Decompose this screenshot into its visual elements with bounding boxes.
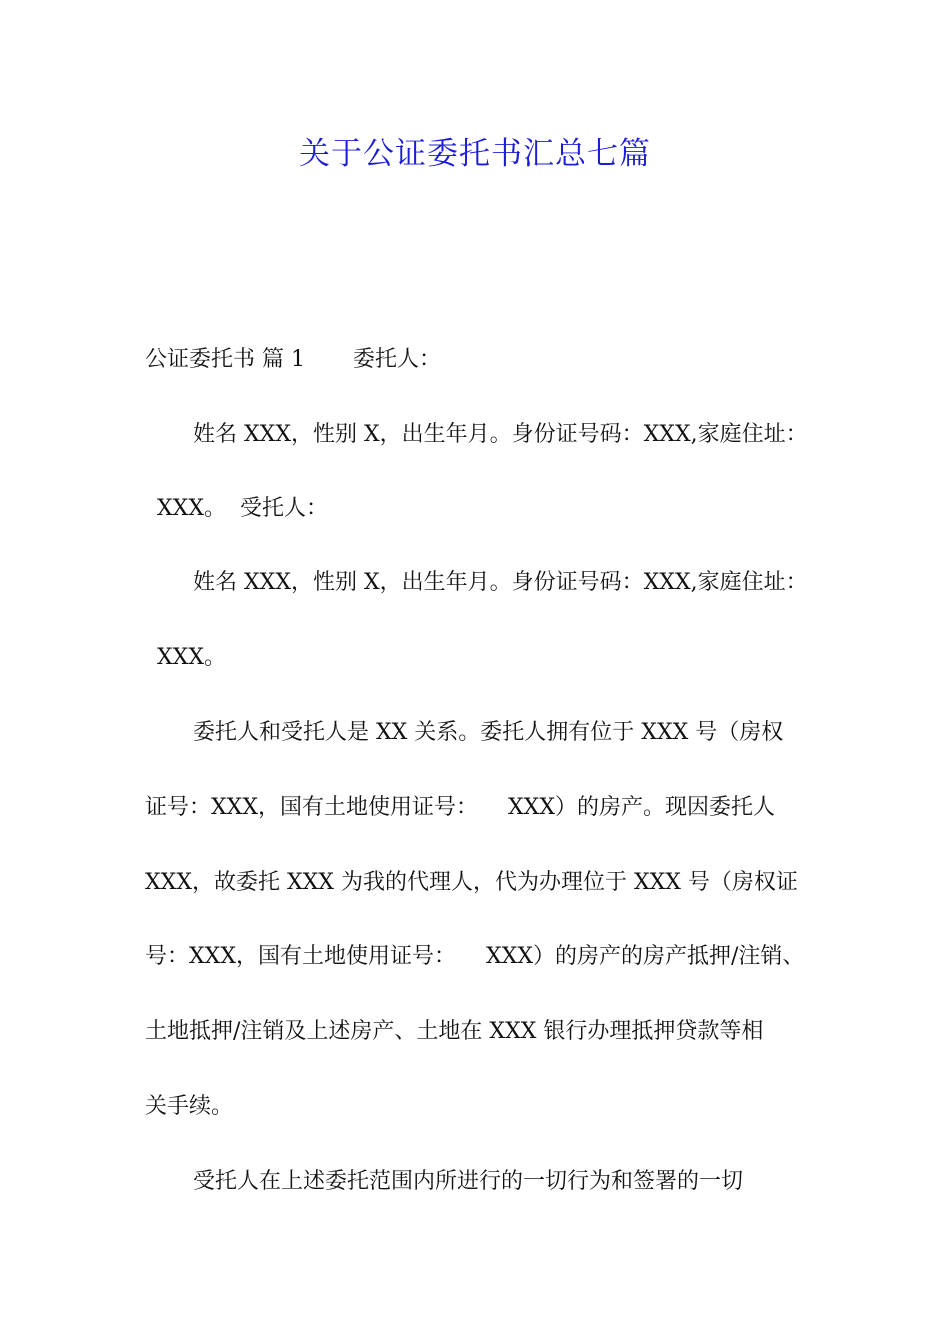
paragraph-line bbox=[157, 643, 226, 673]
body-text: XXX）的房产的房产抵押/注销、 bbox=[486, 944, 805, 969]
agent-label: 受托人： bbox=[240, 496, 329, 521]
paragraph-line bbox=[193, 568, 808, 598]
paragraph-line bbox=[193, 1167, 743, 1197]
paragraph-line bbox=[145, 868, 798, 898]
paragraph-line bbox=[157, 494, 328, 524]
body-text: 关手续。 bbox=[145, 1094, 234, 1119]
section-heading-line bbox=[145, 345, 441, 375]
paragraph-line bbox=[145, 1017, 763, 1047]
body-text: 委托人和受托人是 XX 关系。委托人拥有位于 XXX 号（房权 bbox=[193, 720, 784, 745]
paragraph-line bbox=[193, 420, 808, 450]
body-text: 号：XXX，国有土地使用证号： bbox=[145, 944, 456, 969]
principal-label: 委托人： bbox=[352, 347, 441, 372]
paragraph-line bbox=[145, 942, 804, 972]
body-text: 证号：XXX，国有土地使用证号： bbox=[145, 795, 478, 820]
paragraph-line bbox=[145, 793, 775, 823]
agent-address: XXX。 bbox=[157, 645, 226, 670]
body-text: XXX，故委托 XXX 为我的代理人，代为办理位于 XXX 号（房权证 bbox=[145, 870, 798, 895]
principal-address: XXX。 bbox=[157, 496, 226, 521]
principal-info: 姓名 XXX，性别 X，出生年月。身份证号码：XXX,家庭住址： bbox=[193, 422, 808, 447]
paragraph-line bbox=[193, 718, 783, 748]
paragraph-line bbox=[145, 1092, 233, 1122]
body-text: 土地抵押/注销及上述房产、土地在 XXX 银行办理抵押贷款等相 bbox=[145, 1019, 764, 1044]
section-heading: 公证委托书 篇 1 bbox=[145, 347, 305, 372]
body-text: 受托人在上述委托范围内所进行的一切行为和签署的一切 bbox=[193, 1169, 744, 1194]
document-title: 关于公证委托书汇总七篇 bbox=[299, 136, 651, 172]
agent-info: 姓名 XXX，性别 X，出生年月。身份证号码：XXX,家庭住址： bbox=[193, 570, 808, 595]
body-text: XXX）的房产。现因委托人 bbox=[508, 795, 775, 820]
